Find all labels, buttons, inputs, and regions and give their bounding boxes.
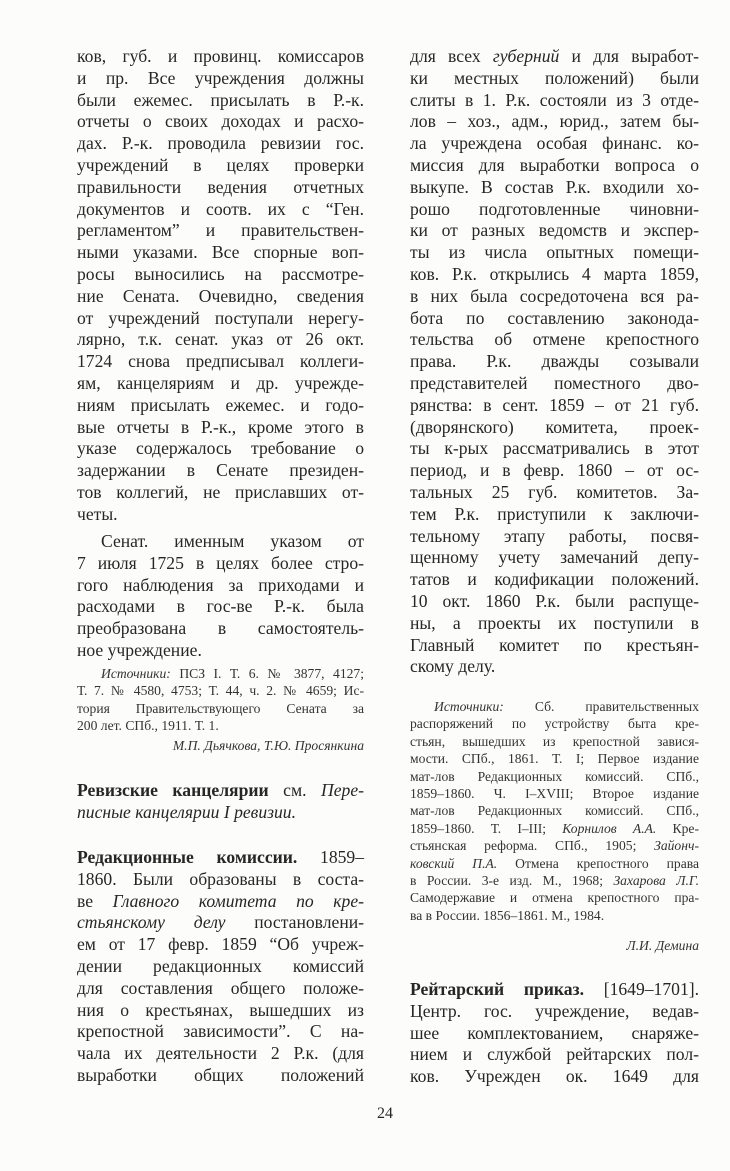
- text-line: задержании в Сенате президен-: [77, 460, 364, 481]
- text-line: ниям присылать ежемес. и годо-: [77, 394, 364, 415]
- text-line: нием и службой рейтарских пол-: [410, 1044, 699, 1065]
- text-run: Сб. правительственных: [503, 699, 699, 714]
- text-line: указе содержалось требование о: [77, 438, 364, 459]
- text-line: росы выносились на рассмотре-: [77, 263, 364, 284]
- text-line: ки местных положений) были: [410, 67, 699, 88]
- text-run: в России. 3-е изд. М., 1968;: [410, 873, 614, 889]
- text-line: ние Сената. Очевидно, сведения: [77, 285, 364, 306]
- text-line: представителей поместного дво-: [410, 372, 699, 393]
- text-line: скому делу.: [410, 656, 496, 677]
- text-line: и пр. Все учреждения должны: [77, 67, 364, 88]
- text-line: гого наблюдения за приходами и: [77, 574, 364, 595]
- text-line: Главный комитет по крестьян-: [410, 634, 699, 655]
- text-line: ными указами. Все спорные воп-: [77, 242, 364, 263]
- author-signature: Л.И. Демина: [626, 938, 699, 953]
- text-line: [410, 872, 699, 889]
- text-line: [410, 837, 699, 854]
- text-line: учреждений в целях проверки: [77, 154, 364, 175]
- text-line: тория Правительствующего Сената за: [77, 700, 364, 716]
- text-line: 1859–1860. Ч. I–XVIII; Второе издание: [410, 786, 699, 802]
- text-line: крепостной зависимости”. С на-: [77, 1021, 364, 1042]
- italic-text: Источники:: [101, 666, 171, 681]
- italic-text: писные канцелярии I ревизии.: [77, 801, 296, 822]
- text-line: шее комплектованием, снаряже-: [410, 1022, 699, 1043]
- text-line: мости. СПб., 1861. Т. I; Первое издание: [410, 751, 699, 767]
- text-line: преобразована в самостоятель-: [77, 618, 364, 639]
- text-line: права. Р.к. дважды созывали: [410, 351, 699, 372]
- text-line: для составления общего положе-: [77, 977, 364, 998]
- text-run: Кре-: [656, 820, 699, 836]
- italic-text: Главного комитета по кре-: [112, 890, 364, 911]
- paragraph-senate-decree-1725: [77, 531, 364, 662]
- text-line: тем Р.к. приступили к заключи-: [410, 503, 699, 524]
- text-run: для всех: [410, 46, 493, 66]
- text-run: стьянская реформа. СПб., 1905;: [410, 838, 655, 854]
- text-run: [1649–1701].: [584, 979, 699, 999]
- entry-heading: Рейтарский приказ.: [410, 979, 585, 999]
- entry-heading: Редакционные комиссии.: [77, 847, 298, 867]
- text-line: чала их деятельности 2 Р.к. (для: [77, 1043, 364, 1064]
- text-line: тельства об отмене крепостного: [410, 329, 699, 350]
- text-line: расходами в гос-ве Р.-к. была: [77, 596, 364, 617]
- text-line: в них была сосредоточена вся ра-: [410, 285, 699, 306]
- text-line: выработки общих положений: [77, 1064, 364, 1085]
- text-line: рошо подготовленные чиновни-: [410, 198, 699, 219]
- text-line: были ежемес. присылать в Р.-к.: [77, 89, 364, 110]
- text-run: 1859–: [297, 847, 364, 867]
- text-line: ты к-рых рассматривались в этот: [410, 438, 699, 459]
- entry-heading: Ревизские канцелярии: [77, 780, 269, 800]
- italic-text: Захарова Л.Г.: [613, 873, 699, 889]
- text-line: мат-лов Редакционных комиссий. СПб.,: [410, 803, 699, 819]
- text-line: ва в России. 1856–1861. М., 1984.: [410, 907, 605, 923]
- text-line: ков, губ. и провинц. комиссаров: [77, 46, 364, 66]
- italic-text: ковский П.А.: [410, 855, 498, 871]
- italic-text: Зайонч-: [654, 838, 699, 854]
- text-run: и для выработ-: [559, 46, 699, 66]
- text-line: вые отчеты в Р.-к., кроме этого в: [77, 416, 364, 437]
- text-line: ное учреждение.: [77, 639, 202, 660]
- text-line: мат-лов Редакционных комиссий. СПб.,: [410, 768, 699, 784]
- entry-reitarsky-prikaz: [410, 979, 699, 1088]
- entry-revizskie-kantselyarii: [77, 780, 364, 824]
- text-line: [410, 46, 699, 68]
- text-line: бота по составлению законода-: [410, 307, 699, 328]
- text-line: (дворянского) комитета, проек-: [410, 416, 699, 437]
- text-run: Отмена крепостного права: [497, 855, 699, 871]
- text-line: лярно, т.к. сенат. указ от 26 окт.: [77, 329, 364, 350]
- text-line: выкупе. В состав Р.к. входили хо-: [410, 176, 699, 197]
- text-line: ла учреждена особая финанс. ко-: [410, 133, 699, 154]
- text-line: [77, 665, 364, 682]
- text-line: четы.: [77, 503, 118, 524]
- text-line: [77, 891, 364, 913]
- sources-editorial-commissions: [410, 698, 699, 924]
- text-line: тельному этапу работы, посвя-: [410, 525, 699, 546]
- text-line: ки от разных ведомств и экспер-: [410, 220, 699, 241]
- text-line: ем от 17 февр. 1859 “Об учреж-: [77, 934, 364, 955]
- italic-text: стьянскому делу: [77, 912, 226, 933]
- text-line: ям, канцеляриям и др. учрежде-: [77, 372, 364, 393]
- text-line: [410, 820, 699, 837]
- text-line: щенному учету замечаний депу-: [410, 547, 699, 568]
- text-line: [410, 855, 699, 872]
- text-line: стьян, вышедших из крепостной завися-: [410, 733, 699, 749]
- text-line: слиты в 1. Р.к. состояли из 3 отде-: [410, 89, 699, 110]
- text-line: Т. 7. № 4580, 4753; Т. 44, ч. 2. № 4659; Ис-: [77, 683, 364, 699]
- text-line: Сенат. именным указом от: [101, 531, 364, 551]
- text-run: 1859–1860. Т. I–III;: [410, 820, 563, 836]
- text-line: отчеты о своих доходах и расхо-: [77, 111, 364, 132]
- text-line: лов – хоз., адм., юрид., затем бы-: [410, 111, 699, 132]
- text-run: ПСЗ I. Т. 6. № 3877, 4127;: [170, 666, 364, 681]
- text-line: [410, 698, 699, 715]
- text-line: 7 июля 1725 в целях более стро-: [77, 552, 364, 573]
- page-number: 24: [377, 1105, 393, 1122]
- text-line: распоряжений по устройству быта кре-: [410, 716, 699, 732]
- text-line: 10 окт. 1860 Р.к. были распуще-: [410, 590, 699, 611]
- text-line: [77, 847, 364, 869]
- text-run: постановлени-: [225, 912, 365, 933]
- text-line: дении редакционных комиссий: [77, 955, 364, 976]
- author-signature: М.П. Дьячкова, Т.Ю. Просянкина: [172, 738, 364, 753]
- text-line: 1860. Были образованы в соста-: [77, 868, 364, 889]
- text-line: [410, 979, 699, 1001]
- sources-revision-office: [77, 665, 364, 735]
- text-line: ков. Учрежден ок. 1649 для: [410, 1066, 699, 1087]
- italic-text: Источники:: [434, 699, 504, 714]
- text-run: см.: [268, 780, 322, 800]
- text-line: ты из числа опытных помещи-: [410, 242, 699, 263]
- italic-text: Корнилов А.А.: [562, 820, 657, 836]
- text-line: [77, 780, 364, 802]
- entry-redaktsionnye-komissii: [77, 847, 364, 1087]
- text-line: тальных 25 губ. комитетов. За-: [410, 481, 699, 502]
- text-line: 200 лет. СПб., 1911. Т. 1.: [77, 718, 219, 734]
- text-line: Центр. гос. учреждение, ведав-: [410, 1000, 699, 1021]
- paragraph-revision-office-reports: [77, 46, 364, 526]
- text-run: ве: [77, 890, 113, 911]
- text-line: ков. Р.к. открылись 4 марта 1859,: [410, 263, 699, 284]
- text-line: миссия для выработки вопроса о: [410, 154, 699, 175]
- text-line: документов и соотв. их с “Ген.: [77, 198, 364, 219]
- text-line: Самодержавие и отмена крепостного пра-: [410, 890, 699, 906]
- text-line: дах. Р.-к. проводила ревизии гос.: [77, 133, 364, 154]
- text-line: правильности ведения отчетных: [77, 176, 364, 197]
- text-line: рянства: в сент. 1859 – от 21 губ.: [410, 394, 699, 415]
- text-line: регламентом” и правительствен-: [77, 220, 364, 241]
- text-line: тов коллегий, не приславших от-: [77, 481, 364, 502]
- italic-text: губерний: [492, 46, 560, 66]
- text-line: [77, 802, 364, 824]
- text-line: татов и кодификации положений.: [410, 569, 699, 590]
- text-line: ния о крестьянах, вышедших из: [77, 999, 364, 1020]
- text-line: от учреждений поступали нерегу-: [77, 307, 364, 328]
- text-line: 1724 снова предписывал коллеги-: [77, 351, 364, 372]
- text-line: [77, 912, 364, 934]
- italic-text: Пере-: [321, 780, 364, 800]
- text-line: период, и в февр. 1860 – от ос-: [410, 460, 699, 481]
- paragraph-editorial-commissions-continued: [410, 46, 699, 678]
- text-line: ны, а проекты их поступили в: [410, 612, 699, 633]
